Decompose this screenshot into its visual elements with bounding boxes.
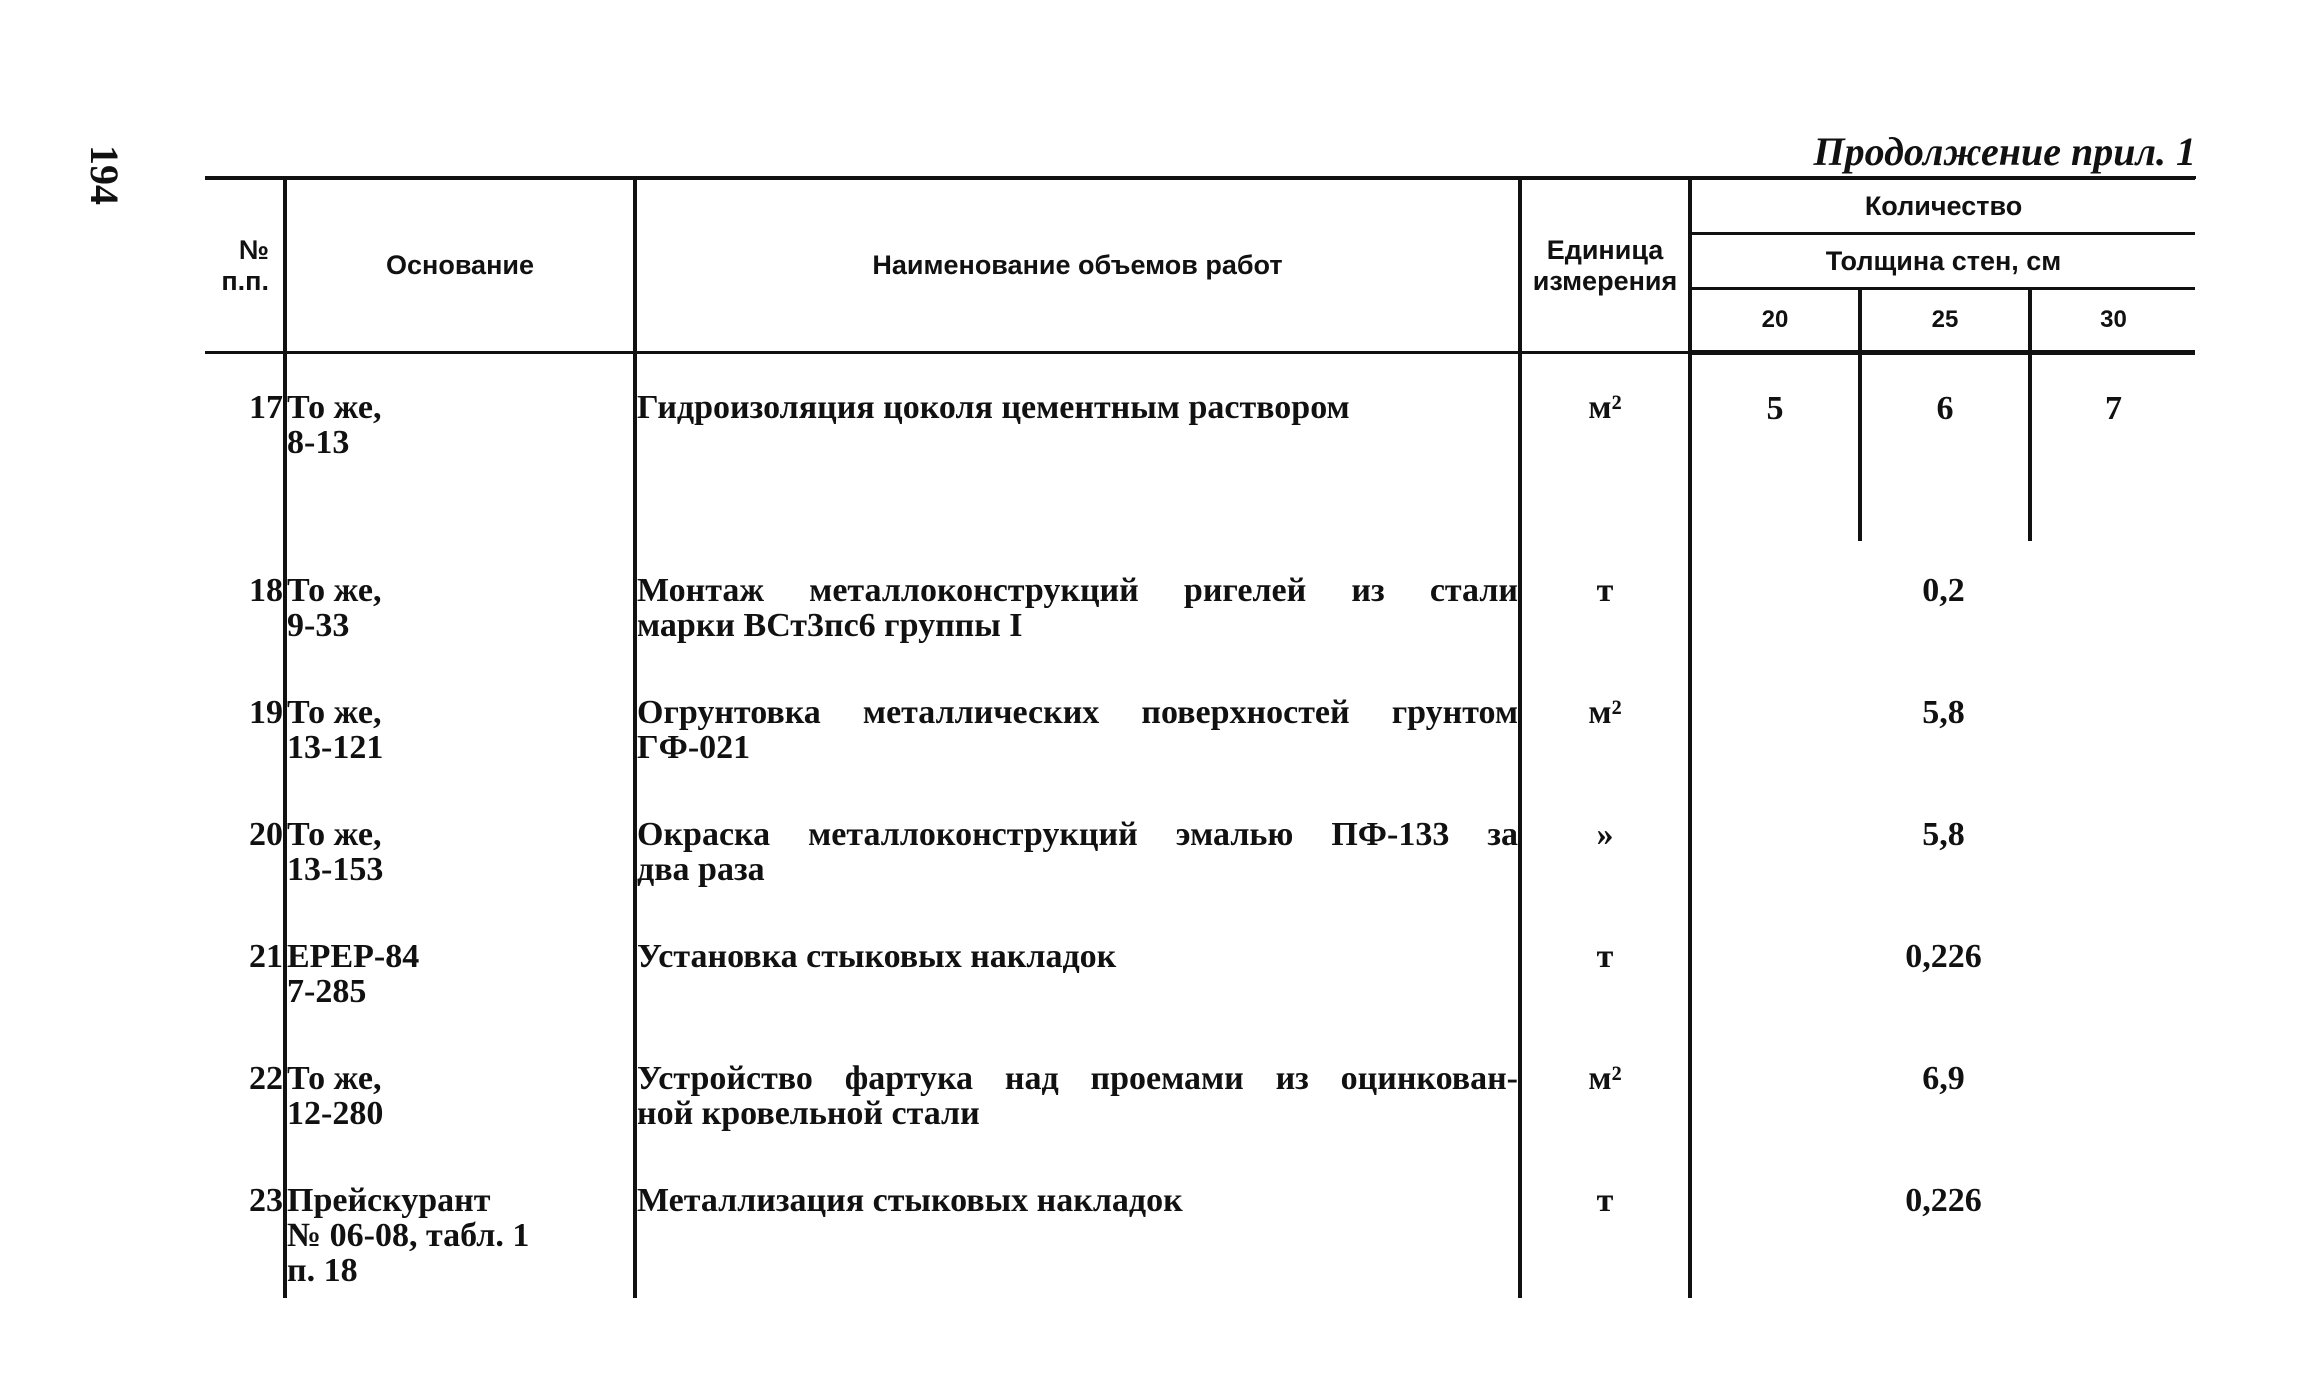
name-line: ной кровельной стали bbox=[637, 1095, 980, 1132]
row-number: 20 bbox=[249, 816, 283, 853]
row-qty-25: 6 bbox=[1860, 353, 2030, 542]
basis-line: То же, bbox=[287, 694, 382, 731]
header-name: Наименование объемов работ bbox=[635, 178, 1520, 353]
header-basis: Основание bbox=[285, 178, 635, 353]
row-name bbox=[635, 1029, 1520, 1151]
name-line: Монтаж металлоконструкций ригелей из стали bbox=[637, 572, 1518, 609]
row-qty: 0,2 bbox=[1690, 541, 2195, 663]
name-line: Окраска металлоконструкций эмалью ПФ-133 за bbox=[637, 816, 1518, 853]
row-qty: 5,8 bbox=[1690, 785, 2195, 907]
name-line: марки ВСт3пс6 группы I bbox=[637, 607, 1023, 644]
table-row bbox=[205, 541, 2195, 663]
basis-line: 13-153 bbox=[287, 851, 384, 888]
row-unit: т bbox=[1520, 907, 1690, 1029]
row-number: 19 bbox=[249, 694, 283, 731]
name-line: Огрунтовка металлических поверхностей грунтом bbox=[637, 694, 1518, 731]
row-unit: » bbox=[1520, 785, 1690, 907]
header-num: № п.п. bbox=[205, 178, 285, 353]
row-unit: м² bbox=[1520, 663, 1690, 785]
basis-line: п. 18 bbox=[287, 1252, 358, 1289]
basis-line: 8-13 bbox=[287, 424, 350, 461]
row-name bbox=[635, 353, 1520, 542]
name-line: Гидроизоляция цоколя цементным раствором bbox=[637, 389, 1350, 426]
row-number: 21 bbox=[249, 938, 283, 975]
basis-line: То же, bbox=[287, 816, 382, 853]
basis-line: То же, bbox=[287, 1060, 382, 1097]
row-number: 22 bbox=[249, 1060, 283, 1097]
row-basis bbox=[285, 541, 635, 663]
row-qty-30: 7 bbox=[2030, 353, 2195, 542]
basis-line: То же, bbox=[287, 572, 382, 609]
row-qty: 0,226 bbox=[1690, 1151, 2195, 1298]
table-row bbox=[205, 785, 2195, 907]
basis-line: 13-121 bbox=[287, 729, 384, 766]
basis-line: 12-280 bbox=[287, 1095, 384, 1132]
row-number: 23 bbox=[249, 1182, 283, 1219]
table-row bbox=[205, 663, 2195, 785]
basis-line: 9-33 bbox=[287, 607, 350, 644]
row-name bbox=[635, 907, 1520, 1029]
name-line: Установка стыковых накладок bbox=[637, 938, 1117, 975]
basis-line: ЕРЕР-84 bbox=[287, 938, 420, 975]
name-line: ГФ-021 bbox=[637, 729, 751, 766]
table-row bbox=[205, 353, 2195, 542]
row-name bbox=[635, 663, 1520, 785]
header-thickness-30: 30 bbox=[2030, 289, 2195, 353]
row-basis bbox=[285, 1151, 635, 1298]
row-qty-20: 5 bbox=[1690, 353, 1860, 542]
header-unit: Единица измерения bbox=[1520, 178, 1690, 353]
row-unit: м² bbox=[1520, 353, 1690, 542]
row-basis bbox=[285, 1029, 635, 1151]
header-quantity: Количество bbox=[1690, 178, 2195, 234]
row-qty: 6,9 bbox=[1690, 1029, 2195, 1151]
row-basis bbox=[285, 907, 635, 1029]
row-number: 18 bbox=[249, 572, 283, 609]
row-unit: т bbox=[1520, 541, 1690, 663]
row-basis bbox=[285, 663, 635, 785]
row-name bbox=[635, 785, 1520, 907]
name-line: Металлизация стыковых накладок bbox=[637, 1182, 1183, 1219]
works-table bbox=[205, 176, 2195, 1298]
table-row bbox=[205, 907, 2195, 1029]
row-unit: т bbox=[1520, 1151, 1690, 1298]
name-line: Устройство фартука над проемами из оцинкован- bbox=[637, 1060, 1518, 1097]
basis-line: То же, bbox=[287, 389, 382, 426]
row-name bbox=[635, 541, 1520, 663]
name-line: два раза bbox=[637, 851, 765, 888]
row-number: 17 bbox=[249, 389, 283, 426]
header-thickness-25: 25 bbox=[1860, 289, 2030, 353]
table-row bbox=[205, 1151, 2195, 1298]
row-name bbox=[635, 1151, 1520, 1298]
basis-line: Прейскурант bbox=[287, 1182, 491, 1219]
row-qty: 5,8 bbox=[1690, 663, 2195, 785]
basis-line: 7-285 bbox=[287, 973, 367, 1010]
header-thickness-20: 20 bbox=[1690, 289, 1860, 353]
continuation-label: Продолжение прил. 1 bbox=[1813, 129, 2196, 174]
page-number: 194 bbox=[82, 145, 127, 205]
row-basis bbox=[285, 785, 635, 907]
row-unit: м² bbox=[1520, 1029, 1690, 1151]
row-basis bbox=[285, 353, 635, 542]
row-qty: 0,226 bbox=[1690, 907, 2195, 1029]
table-row bbox=[205, 1029, 2195, 1151]
header-thickness: Толщина стен, см bbox=[1690, 234, 2195, 289]
basis-line: № 06-08, табл. 1 bbox=[287, 1217, 530, 1254]
